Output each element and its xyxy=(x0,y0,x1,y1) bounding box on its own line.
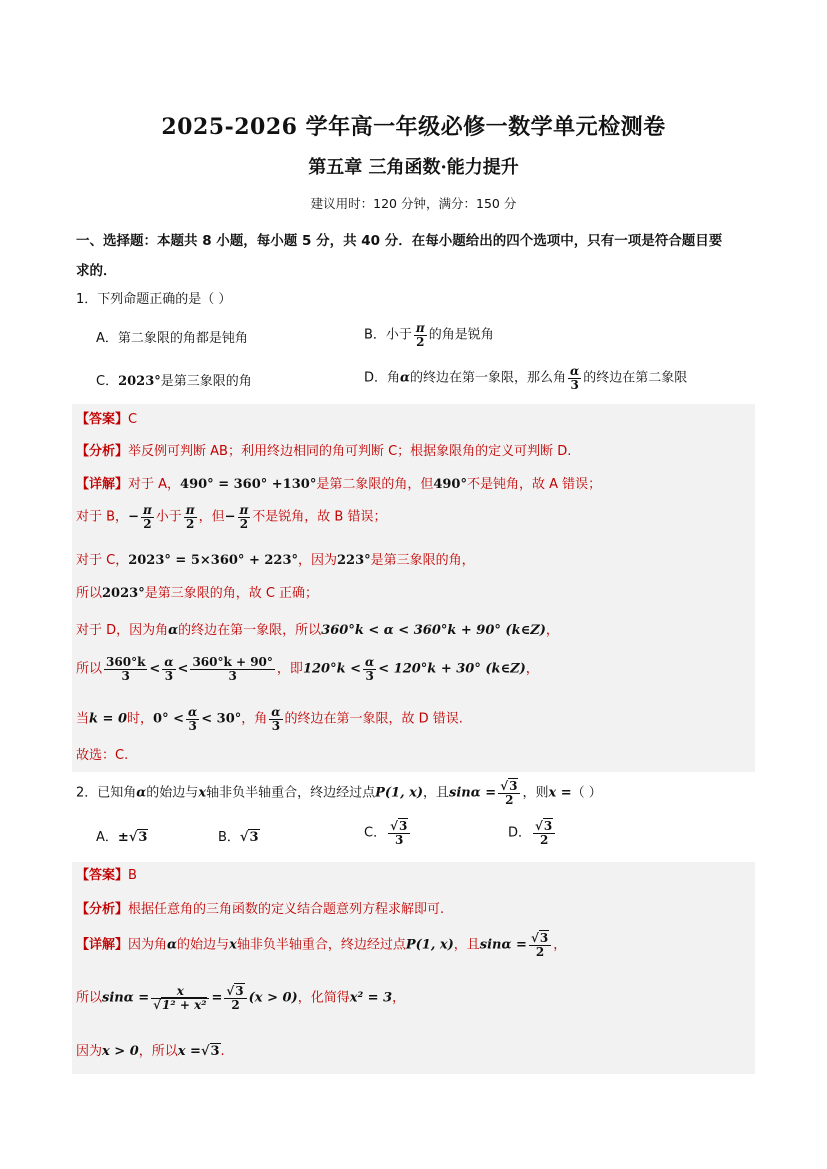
q1-analysis: 【分析】举反例可判断 AB；利用终边相同的角可判断 C；根据象限角的定义可判断 D. xyxy=(76,444,572,459)
q1-conclusion: 故选：C. xyxy=(76,748,129,763)
section-heading: 一、选择题：本题共 8 小题，每小题 5 分，共 40 分．在每小题给出的四个选项中，只有一项是符合题目要 求的． xyxy=(76,233,723,279)
q2-detail-a: 【详解】因为角α的始边与x轴非负半轴重合，终边经过点P(1, x)，且sinα = $\frac{√3}{2}$ ， xyxy=(76,931,567,959)
q2-stem: 2．已知角α的始边与x轴非负半轴重合，终边经过点P(1, x)，且sinα = $\frac{√3}{2}$ ，则x =（ ） xyxy=(76,779,602,807)
q2-detail-c: 因为x > 0，所以x =√3. xyxy=(76,1044,225,1059)
q1-detail-c2: 所以2023°是第三象限的角，故 C 正确； xyxy=(76,586,319,601)
q2-solution-box xyxy=(72,862,755,1074)
q2-option-d: D． $\frac{√3}{2}$ xyxy=(508,820,557,846)
q1-solution-box xyxy=(72,404,755,772)
q1-detail-a: 【详解】对于 A，490° = 360° +130°是第二象限的角，但490°不是钝角，故 A 错误； xyxy=(76,477,602,492)
q2-option-c: C． $\frac{√3}{3}$ xyxy=(364,820,412,846)
q1-option-a: A．第二象限的角都是钝角 xyxy=(96,331,248,346)
q2-analysis: 【分析】根据任意角的三角函数的定义结合题意列方程求解即可. xyxy=(76,902,445,917)
q2-answer: 【答案】B xyxy=(76,868,137,883)
q1-option-c: C．2023°是第三象限的角 xyxy=(96,374,252,389)
q1-detail-d2: 所以 $\frac{360^\circ k}{3}$ < $\frac{\alpha}{3}$ < $\frac{360^\circ k + 90^\circ}{3}$ ，即120°k < $\frac{\alpha}{3}$ < 120°k + 30° (k∈Z)， xyxy=(76,655,539,683)
time-score-advice: 建议用时：120 分钟，满分：150 分 xyxy=(310,196,517,211)
q2-option-b: B．√3 xyxy=(218,830,259,845)
q1-detail-d: 对于 D，因为角α的终边在第一象限，所以360°k < α < 360°k + 90° (k∈Z)， xyxy=(76,623,559,638)
q2-option-a: A．±√3 xyxy=(96,830,148,845)
chapter-subtitle: 第五章 三角函数·能力提升 xyxy=(308,157,519,178)
q1-detail-b: 对于 B，− $\frac{\pi}{2}$ 小于 $\frac{\pi}{2}$ ，但− $\frac{\pi}{2}$ 不是锐角，故 B 错误； xyxy=(76,503,387,531)
q1-option-d: D．角α的终边在第一象限，那么角 $\frac{\alpha}{3}$ 的终边在第二象限 xyxy=(364,364,688,392)
q1-stem: 1．下列命题正确的是（ ） xyxy=(76,292,232,307)
q1-detail-c: 对于 C，2023° = 5×360° + 223°，因为223°是第三象限的角， xyxy=(76,553,475,568)
exam-title: 2025-2026 学年高一年级必修一数学单元检测卷 xyxy=(161,114,666,140)
q1-option-b: B．小于 $\frac{\pi}{2}$ 的角是锐角 xyxy=(364,321,494,349)
q1-answer: 【答案】C xyxy=(76,412,138,427)
q2-detail-b: 所以sinα = $\frac{x}{\text{√1² + x²}}$ = $\frac{√3}{2}$ (x > 0)，化简得x² = 3， xyxy=(76,984,406,1012)
q1-detail-d3: 当k = 0时，0° < $\frac{\alpha}{3}$ < 30°，角 $\frac{\alpha}{3}$ 的终边在第一象限，故 D 错误. xyxy=(76,705,463,733)
